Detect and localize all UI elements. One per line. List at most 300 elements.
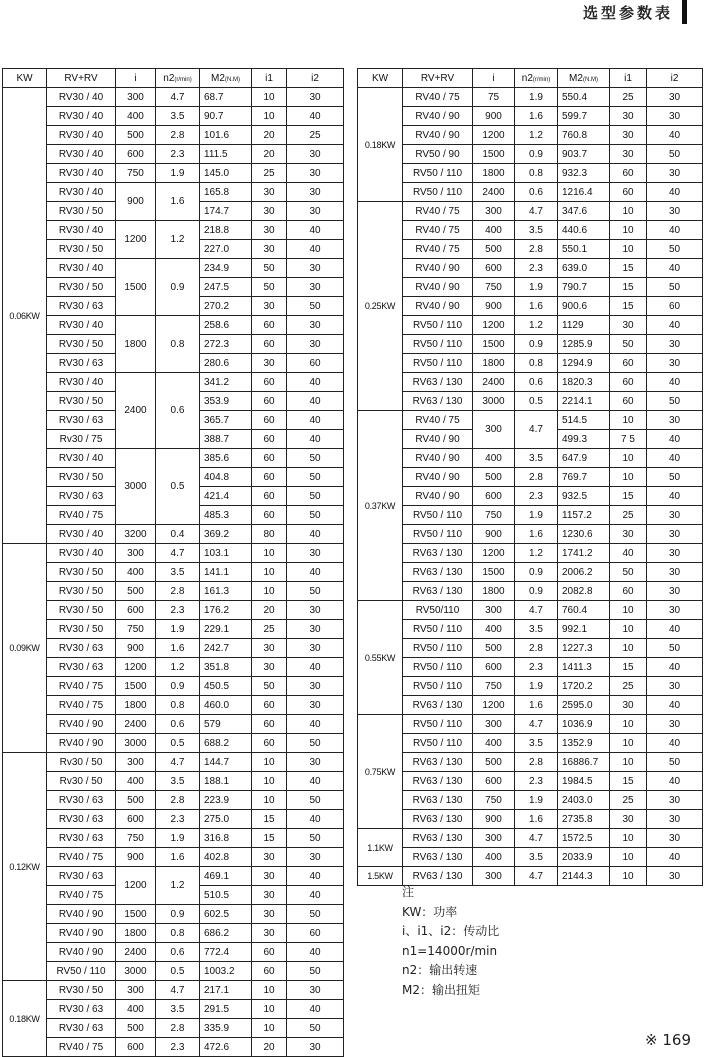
kw-cell: 0.75KW bbox=[358, 715, 403, 829]
model-cell: RV30 / 63 bbox=[47, 297, 116, 316]
table-row bbox=[3, 221, 344, 240]
m2-cell: 242.7 bbox=[200, 639, 252, 658]
i2-cell: 60 bbox=[287, 924, 344, 943]
model-cell: RV30 / 40 bbox=[47, 164, 116, 183]
n2-cell: 3.5 bbox=[515, 449, 558, 468]
i1-cell: 10 bbox=[610, 620, 647, 639]
model-cell: RV40 / 75 bbox=[47, 1038, 116, 1057]
ratio-cell: 500 bbox=[116, 1019, 156, 1038]
note-output-torque: M2：输出扭矩 bbox=[402, 982, 480, 997]
model-cell: RV63 / 130 bbox=[403, 373, 473, 392]
m2-cell: 1411.3 bbox=[558, 658, 610, 677]
i2-cell: 30 bbox=[287, 677, 344, 696]
model-cell: RV40 / 75 bbox=[403, 240, 473, 259]
m2-cell: 1036.9 bbox=[558, 715, 610, 734]
i1-cell: 30 bbox=[252, 297, 287, 316]
ratio-cell: 2400 bbox=[116, 373, 156, 449]
i2-cell: 30 bbox=[647, 88, 703, 107]
model-cell: RV30 / 63 bbox=[47, 1000, 116, 1019]
ratio-cell: 300 bbox=[473, 411, 515, 449]
col-header-m2-unit: (N.M) bbox=[224, 76, 240, 83]
n2-cell: 0.5 bbox=[156, 962, 200, 981]
ratio-cell: 2400 bbox=[473, 373, 515, 392]
i2-cell: 50 bbox=[287, 582, 344, 601]
i1-cell: 30 bbox=[610, 145, 647, 164]
n2-cell: 1.2 bbox=[515, 544, 558, 563]
ratio-cell: 1200 bbox=[473, 316, 515, 335]
table-row bbox=[3, 544, 344, 563]
i2-cell: 30 bbox=[647, 107, 703, 126]
i1-cell: 10 bbox=[252, 107, 287, 126]
table-row bbox=[3, 829, 344, 848]
i1-cell: 30 bbox=[610, 525, 647, 544]
i2-cell: 50 bbox=[647, 145, 703, 164]
note-output-speed: n2：输出转速 bbox=[402, 963, 478, 977]
i1-cell: 10 bbox=[610, 867, 647, 886]
model-cell: Rv30 / 50 bbox=[47, 772, 116, 791]
col-header-m2-unit: (N.M) bbox=[582, 76, 598, 83]
i1-cell: 60 bbox=[252, 449, 287, 468]
model-cell: RV30 / 50 bbox=[47, 202, 116, 221]
ratio-cell: 750 bbox=[116, 164, 156, 183]
ratio-cell: 300 bbox=[473, 867, 515, 886]
i1-cell: 50 bbox=[610, 335, 647, 354]
n2-cell: 0.6 bbox=[156, 715, 200, 734]
col-header-m2 bbox=[558, 69, 610, 88]
n2-cell: 2.3 bbox=[515, 772, 558, 791]
page-number: ※ 169 bbox=[645, 1031, 691, 1049]
table-row bbox=[3, 582, 344, 601]
i1-cell: 15 bbox=[610, 772, 647, 791]
m2-cell: 227.0 bbox=[200, 240, 252, 259]
ratio-cell: 2400 bbox=[116, 943, 156, 962]
i2-cell: 40 bbox=[647, 373, 703, 392]
model-cell: RV63 / 130 bbox=[403, 772, 473, 791]
model-cell: RV50 / 110 bbox=[403, 620, 473, 639]
i2-cell: 30 bbox=[647, 335, 703, 354]
col-header-i1: i1 bbox=[252, 69, 287, 88]
n2-cell: 4.7 bbox=[156, 88, 200, 107]
kw-cell: 0.25KW bbox=[358, 202, 403, 411]
i1-cell: 10 bbox=[610, 734, 647, 753]
i2-cell: 30 bbox=[287, 164, 344, 183]
col-header-kw: KW bbox=[3, 69, 47, 88]
m2-cell: 1294.9 bbox=[558, 354, 610, 373]
n2-cell: 0.6 bbox=[156, 943, 200, 962]
ratio-cell: 1800 bbox=[116, 316, 156, 373]
m2-cell: 335.9 bbox=[200, 1019, 252, 1038]
i1-cell: 10 bbox=[252, 582, 287, 601]
table-row bbox=[358, 468, 703, 487]
table-row bbox=[358, 145, 703, 164]
i1-cell: 60 bbox=[252, 411, 287, 430]
model-cell: RV63 / 130 bbox=[403, 791, 473, 810]
col-header-n2-unit: (r/min) bbox=[532, 76, 551, 83]
i1-cell: 30 bbox=[610, 107, 647, 126]
model-cell: RV40 / 90 bbox=[47, 715, 116, 734]
model-cell: RV30 / 63 bbox=[47, 487, 116, 506]
model-cell: RV63 / 130 bbox=[403, 392, 473, 411]
i1-cell: 60 bbox=[252, 316, 287, 335]
col-header-i2: i2 bbox=[287, 69, 344, 88]
i1-cell: 30 bbox=[252, 886, 287, 905]
table-row bbox=[358, 715, 703, 734]
i2-cell: 40 bbox=[287, 240, 344, 259]
i1-cell: 60 bbox=[252, 962, 287, 981]
i1-cell: 10 bbox=[610, 753, 647, 772]
model-cell: RV30 / 40 bbox=[47, 145, 116, 164]
model-cell: RV40 / 75 bbox=[403, 411, 473, 430]
ratio-cell: 1500 bbox=[473, 145, 515, 164]
m2-cell: 353.9 bbox=[200, 392, 252, 411]
m2-cell: 103.1 bbox=[200, 544, 252, 563]
ratio-cell: 1200 bbox=[116, 221, 156, 259]
col-header-model: RV+RV bbox=[403, 69, 473, 88]
i2-cell: 40 bbox=[287, 430, 344, 449]
m2-cell: 932.3 bbox=[558, 164, 610, 183]
ratio-cell: 1200 bbox=[116, 658, 156, 677]
i2-cell: 40 bbox=[647, 221, 703, 240]
n2-cell: 1.6 bbox=[156, 183, 200, 221]
table-row bbox=[3, 715, 344, 734]
n2-cell: 1.6 bbox=[515, 525, 558, 544]
n2-cell: 0.9 bbox=[156, 677, 200, 696]
notes-heading: 注 bbox=[402, 885, 415, 899]
table-row bbox=[358, 658, 703, 677]
ratio-cell: 750 bbox=[473, 677, 515, 696]
table-row bbox=[3, 563, 344, 582]
table-row bbox=[3, 905, 344, 924]
i2-cell: 30 bbox=[287, 639, 344, 658]
model-cell: RV40 / 90 bbox=[403, 468, 473, 487]
ratio-cell: 300 bbox=[473, 715, 515, 734]
i1-cell: 10 bbox=[610, 601, 647, 620]
model-cell: RV40 / 75 bbox=[403, 221, 473, 240]
table-row bbox=[3, 164, 344, 183]
i2-cell: 60 bbox=[287, 354, 344, 373]
model-cell: RV30 / 40 bbox=[47, 259, 116, 278]
n2-cell: 4.7 bbox=[515, 715, 558, 734]
i1-cell: 30 bbox=[252, 867, 287, 886]
m2-cell: 450.5 bbox=[200, 677, 252, 696]
model-cell: RV30 / 50 bbox=[47, 563, 116, 582]
ratio-cell: 600 bbox=[116, 601, 156, 620]
m2-cell: 550.4 bbox=[558, 88, 610, 107]
i2-cell: 40 bbox=[287, 658, 344, 677]
m2-cell: 234.9 bbox=[200, 259, 252, 278]
kw-cell: 0.06KW bbox=[3, 88, 47, 544]
ratio-cell: 1500 bbox=[116, 905, 156, 924]
m2-cell: 900.6 bbox=[558, 297, 610, 316]
model-cell: RV30 / 63 bbox=[47, 411, 116, 430]
model-cell: RV40 / 90 bbox=[47, 924, 116, 943]
model-cell: RV30 / 50 bbox=[47, 468, 116, 487]
table-row bbox=[358, 563, 703, 582]
ratio-cell: 3000 bbox=[473, 392, 515, 411]
i1-cell: 15 bbox=[610, 278, 647, 297]
n2-cell: 2.3 bbox=[515, 487, 558, 506]
m2-cell: 176.2 bbox=[200, 601, 252, 620]
ratio-cell: 500 bbox=[473, 240, 515, 259]
i1-cell: 15 bbox=[252, 829, 287, 848]
m2-cell: 90.7 bbox=[200, 107, 252, 126]
table-row bbox=[358, 601, 703, 620]
m2-cell: 1216.4 bbox=[558, 183, 610, 202]
m2-cell: 1572.5 bbox=[558, 829, 610, 848]
table-row bbox=[3, 88, 344, 107]
i2-cell: 40 bbox=[647, 316, 703, 335]
model-cell: RV63 / 130 bbox=[403, 829, 473, 848]
i2-cell: 30 bbox=[647, 164, 703, 183]
col-header-n2 bbox=[156, 69, 200, 88]
table-row bbox=[358, 772, 703, 791]
ratio-cell: 500 bbox=[116, 126, 156, 145]
i1-cell: 10 bbox=[610, 411, 647, 430]
n2-cell: 1.6 bbox=[515, 297, 558, 316]
model-cell: RV50 / 110 bbox=[403, 164, 473, 183]
m2-cell: 440.6 bbox=[558, 221, 610, 240]
table-row bbox=[358, 316, 703, 335]
i1-cell: 30 bbox=[252, 924, 287, 943]
m2-cell: 316.8 bbox=[200, 829, 252, 848]
m2-cell: 514.5 bbox=[558, 411, 610, 430]
i2-cell: 30 bbox=[287, 88, 344, 107]
i2-cell: 40 bbox=[647, 183, 703, 202]
model-cell: RV50 / 110 bbox=[403, 639, 473, 658]
ratio-cell: 1800 bbox=[473, 582, 515, 601]
n2-cell: 3.5 bbox=[515, 620, 558, 639]
m2-cell: 2082.8 bbox=[558, 582, 610, 601]
col-header-n2-label: n2 bbox=[521, 72, 533, 84]
n2-cell: 3.5 bbox=[156, 107, 200, 126]
i1-cell: 30 bbox=[252, 639, 287, 658]
m2-cell: 161.3 bbox=[200, 582, 252, 601]
model-cell: RV40 / 90 bbox=[47, 905, 116, 924]
m2-cell: 258.6 bbox=[200, 316, 252, 335]
ratio-cell: 300 bbox=[473, 829, 515, 848]
model-cell: RV40 / 90 bbox=[403, 487, 473, 506]
model-cell: RV40 / 75 bbox=[47, 886, 116, 905]
i1-cell: 50 bbox=[252, 677, 287, 696]
ratio-cell: 400 bbox=[473, 848, 515, 867]
m2-cell: 144.7 bbox=[200, 753, 252, 772]
ratio-cell: 750 bbox=[116, 620, 156, 639]
i1-cell: 80 bbox=[252, 525, 287, 544]
model-cell: Rv30 / 50 bbox=[47, 753, 116, 772]
table-row bbox=[3, 525, 344, 544]
i2-cell: 50 bbox=[647, 639, 703, 658]
m2-cell: 579 bbox=[200, 715, 252, 734]
m2-cell: 421.4 bbox=[200, 487, 252, 506]
model-cell: RV30 / 50 bbox=[47, 620, 116, 639]
m2-cell: 485.3 bbox=[200, 506, 252, 525]
table-row bbox=[358, 582, 703, 601]
n2-cell: 4.7 bbox=[156, 544, 200, 563]
model-cell: RV40 / 90 bbox=[403, 430, 473, 449]
ratio-cell: 300 bbox=[116, 544, 156, 563]
model-cell: RV50 / 110 bbox=[403, 734, 473, 753]
n2-cell: 2.3 bbox=[156, 601, 200, 620]
i2-cell: 40 bbox=[287, 943, 344, 962]
i1-cell: 30 bbox=[610, 126, 647, 145]
n2-cell: 2.8 bbox=[515, 639, 558, 658]
i2-cell: 30 bbox=[287, 1038, 344, 1057]
i2-cell: 30 bbox=[287, 753, 344, 772]
model-cell: RV50 / 110 bbox=[403, 354, 473, 373]
model-cell: RV40 / 90 bbox=[403, 259, 473, 278]
table-row bbox=[3, 259, 344, 278]
n2-cell: 1.9 bbox=[515, 88, 558, 107]
n2-cell: 0.5 bbox=[156, 734, 200, 753]
kw-cell: 0.09KW bbox=[3, 544, 47, 753]
i2-cell: 30 bbox=[647, 677, 703, 696]
model-cell: RV50 / 110 bbox=[403, 183, 473, 202]
m2-cell: 790.7 bbox=[558, 278, 610, 297]
m2-cell: 647.9 bbox=[558, 449, 610, 468]
ratio-cell: 600 bbox=[116, 810, 156, 829]
table-row bbox=[3, 772, 344, 791]
n2-cell: 3.5 bbox=[156, 772, 200, 791]
i2-cell: 40 bbox=[647, 620, 703, 639]
ratio-cell: 300 bbox=[116, 88, 156, 107]
m2-cell: 472.6 bbox=[200, 1038, 252, 1057]
i1-cell: 15 bbox=[252, 810, 287, 829]
i2-cell: 30 bbox=[647, 354, 703, 373]
table-row bbox=[358, 240, 703, 259]
i1-cell: 10 bbox=[252, 981, 287, 1000]
m2-cell: 1129 bbox=[558, 316, 610, 335]
i2-cell: 50 bbox=[287, 297, 344, 316]
table-row bbox=[358, 449, 703, 468]
n2-cell: 2.8 bbox=[156, 1019, 200, 1038]
n2-cell: 3.5 bbox=[156, 1000, 200, 1019]
m2-cell: 2735.8 bbox=[558, 810, 610, 829]
m2-cell: 388.7 bbox=[200, 430, 252, 449]
table-row bbox=[358, 88, 703, 107]
ratio-cell: 1500 bbox=[473, 563, 515, 582]
model-cell: RV30 / 50 bbox=[47, 981, 116, 1000]
col-header-n2-label: n2 bbox=[163, 72, 175, 84]
n2-cell: 0.9 bbox=[515, 335, 558, 354]
n2-cell: 1.6 bbox=[515, 810, 558, 829]
i2-cell: 40 bbox=[647, 772, 703, 791]
ratio-cell: 1500 bbox=[116, 259, 156, 316]
model-cell: RV30 / 50 bbox=[47, 392, 116, 411]
ratio-cell: 900 bbox=[473, 297, 515, 316]
m2-cell: 1352.9 bbox=[558, 734, 610, 753]
table-row bbox=[358, 411, 703, 430]
i2-cell: 40 bbox=[287, 867, 344, 886]
ratio-cell: 1800 bbox=[116, 696, 156, 715]
i1-cell: 60 bbox=[252, 430, 287, 449]
i2-cell: 50 bbox=[647, 392, 703, 411]
i1-cell: 60 bbox=[252, 734, 287, 753]
i2-cell: 30 bbox=[287, 145, 344, 164]
i1-cell: 10 bbox=[610, 639, 647, 658]
table-row bbox=[3, 1019, 344, 1038]
i1-cell: 30 bbox=[252, 354, 287, 373]
model-cell: RV30 / 40 bbox=[47, 126, 116, 145]
col-header-ratio: i bbox=[116, 69, 156, 88]
table-row bbox=[358, 620, 703, 639]
model-cell: RV40 / 75 bbox=[403, 202, 473, 221]
i2-cell: 30 bbox=[287, 278, 344, 297]
m2-cell: 686.2 bbox=[200, 924, 252, 943]
table-row bbox=[358, 297, 703, 316]
m2-cell: 145.0 bbox=[200, 164, 252, 183]
ratio-cell: 500 bbox=[116, 582, 156, 601]
i1-cell: 10 bbox=[610, 202, 647, 221]
ratio-cell: 500 bbox=[473, 468, 515, 487]
model-cell: RV40 / 75 bbox=[47, 677, 116, 696]
m2-cell: 2033.9 bbox=[558, 848, 610, 867]
i1-cell: 10 bbox=[610, 240, 647, 259]
table-row bbox=[3, 867, 344, 886]
model-cell: RV40 / 90 bbox=[403, 297, 473, 316]
ratio-cell: 900 bbox=[473, 107, 515, 126]
model-cell: RV63 / 130 bbox=[403, 753, 473, 772]
i1-cell: 15 bbox=[610, 297, 647, 316]
ratio-cell: 600 bbox=[473, 487, 515, 506]
table-row bbox=[358, 259, 703, 278]
table-row bbox=[358, 164, 703, 183]
model-cell: RV50 / 110 bbox=[403, 316, 473, 335]
m2-cell: 760.4 bbox=[558, 601, 610, 620]
table-row bbox=[358, 221, 703, 240]
model-cell: RV63 / 130 bbox=[403, 544, 473, 563]
table-row bbox=[358, 202, 703, 221]
m2-cell: 291.5 bbox=[200, 1000, 252, 1019]
i1-cell: 60 bbox=[610, 354, 647, 373]
model-cell: RV30 / 50 bbox=[47, 335, 116, 354]
i2-cell: 50 bbox=[287, 468, 344, 487]
model-cell: RV30 / 63 bbox=[47, 791, 116, 810]
ratio-cell: 300 bbox=[473, 601, 515, 620]
i1-cell: 40 bbox=[610, 544, 647, 563]
i1-cell: 60 bbox=[252, 468, 287, 487]
m2-cell: 2595.0 bbox=[558, 696, 610, 715]
i2-cell: 30 bbox=[647, 525, 703, 544]
model-cell: RV50 / 110 bbox=[403, 525, 473, 544]
m2-cell: 385.6 bbox=[200, 449, 252, 468]
n2-cell: 2.8 bbox=[156, 126, 200, 145]
i2-cell: 50 bbox=[287, 506, 344, 525]
m2-cell: 2144.3 bbox=[558, 867, 610, 886]
m2-cell: 688.2 bbox=[200, 734, 252, 753]
ratio-cell: 600 bbox=[116, 145, 156, 164]
i1-cell: 60 bbox=[252, 392, 287, 411]
n2-cell: 0.5 bbox=[515, 392, 558, 411]
i2-cell: 40 bbox=[287, 221, 344, 240]
model-cell: RV30 / 50 bbox=[47, 278, 116, 297]
i2-cell: 30 bbox=[647, 582, 703, 601]
n2-cell: 4.7 bbox=[156, 753, 200, 772]
i2-cell: 30 bbox=[647, 791, 703, 810]
m2-cell: 188.1 bbox=[200, 772, 252, 791]
table-row bbox=[3, 449, 344, 468]
kw-cell: 0.37KW bbox=[358, 411, 403, 601]
table-row bbox=[358, 373, 703, 392]
ratio-cell: 400 bbox=[473, 449, 515, 468]
i2-cell: 30 bbox=[287, 544, 344, 563]
i1-cell: 50 bbox=[252, 259, 287, 278]
i1-cell: 30 bbox=[252, 658, 287, 677]
ratio-cell: 500 bbox=[116, 791, 156, 810]
m2-cell: 1157.2 bbox=[558, 506, 610, 525]
model-cell: RV40 / 90 bbox=[403, 126, 473, 145]
m2-cell: 2006.2 bbox=[558, 563, 610, 582]
table-row bbox=[3, 791, 344, 810]
